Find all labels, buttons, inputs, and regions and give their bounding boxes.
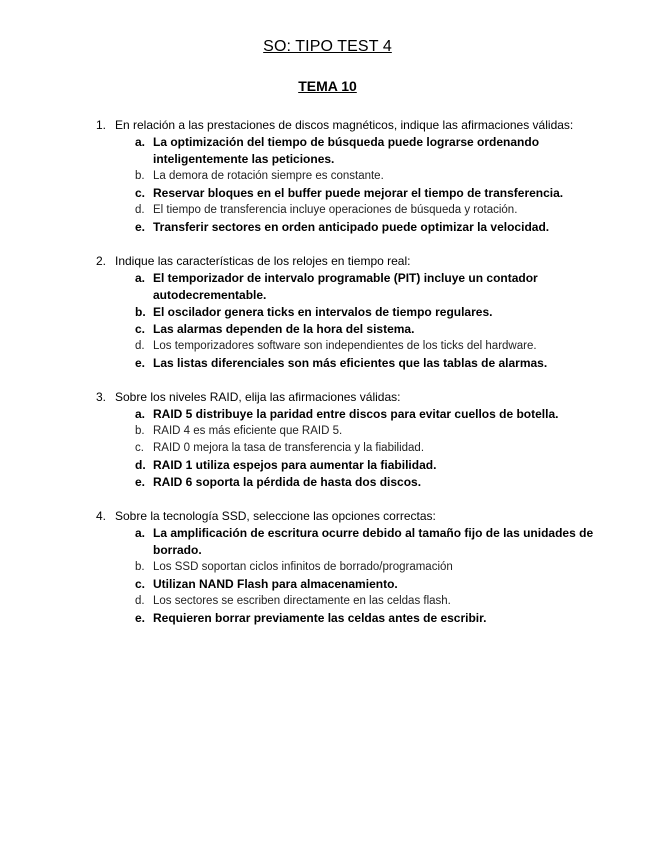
option-text: Las alarmas dependen de la hora del sistema. bbox=[153, 322, 415, 336]
option-text: RAID 1 utiliza espejos para aumentar la fiabilidad. bbox=[153, 458, 437, 472]
question-2 bbox=[96, 253, 596, 372]
question-text: Indique las características de los relojes en tiempo real: bbox=[115, 254, 411, 268]
option-letter: c. bbox=[135, 442, 144, 454]
question-number: 4. bbox=[96, 509, 107, 523]
question-4 bbox=[96, 508, 596, 627]
answer-option-b bbox=[96, 423, 596, 440]
option-letter: a. bbox=[135, 135, 146, 149]
option-letter: e. bbox=[135, 220, 146, 234]
option-text: Requieren borrar previamente las celdas antes de escribir. bbox=[153, 611, 487, 625]
option-letter: c. bbox=[135, 186, 146, 200]
option-letter: a. bbox=[135, 526, 146, 540]
option-text: El tiempo de transferencia incluye operaciones de búsqueda y rotación. bbox=[153, 204, 518, 216]
question-stem bbox=[96, 389, 596, 406]
option-text: El oscilador genera ticks en intervalos de tiempo regulares. bbox=[153, 305, 493, 319]
option-letter: b. bbox=[135, 305, 146, 319]
answer-option-d bbox=[96, 338, 596, 355]
option-text: La optimización del tiempo de búsqueda puede lograrse ordenando inteligentemente las peticiones. bbox=[153, 135, 540, 166]
question-stem bbox=[96, 117, 596, 134]
document-title: SO: TIPO TEST 4 bbox=[263, 38, 392, 55]
option-text: RAID 6 soporta la pérdida de hasta dos discos. bbox=[153, 475, 422, 489]
question-list bbox=[96, 117, 596, 644]
question-1 bbox=[96, 117, 596, 236]
option-text: RAID 4 es más eficiente que RAID 5. bbox=[153, 425, 343, 437]
option-letter: b. bbox=[135, 425, 145, 437]
option-text: Los SSD soportan ciclos infinitos de borrado/programación bbox=[153, 561, 453, 573]
answer-option-d bbox=[96, 593, 596, 610]
section-title: TEMA 10 bbox=[298, 78, 357, 94]
option-letter: c. bbox=[135, 322, 146, 336]
question-stem bbox=[96, 508, 596, 525]
option-text: Reservar bloques en el buffer puede mejorar el tiempo de transferencia. bbox=[153, 186, 564, 200]
answer-option-c bbox=[96, 185, 596, 202]
option-text: RAID 0 mejora la tasa de transferencia y la fiabilidad. bbox=[153, 442, 425, 454]
option-text: La demora de rotación siempre es constante. bbox=[153, 170, 384, 182]
answer-option-b bbox=[96, 168, 596, 185]
question-text: Sobre los niveles RAID, elija las afirmaciones válidas: bbox=[115, 390, 401, 404]
answer-option-e bbox=[96, 219, 596, 236]
option-letter: a. bbox=[135, 271, 146, 285]
option-list bbox=[96, 406, 596, 491]
answer-option-c bbox=[96, 576, 596, 593]
question-stem bbox=[96, 253, 596, 270]
answer-option-c bbox=[96, 321, 596, 338]
answer-option-d bbox=[96, 202, 596, 219]
option-text: Los temporizadores software son independientes de los ticks del hardware. bbox=[153, 340, 537, 352]
option-letter: d. bbox=[135, 458, 146, 472]
answer-option-a bbox=[96, 406, 596, 423]
answer-option-e bbox=[96, 355, 596, 372]
option-letter: d. bbox=[135, 595, 145, 607]
option-letter: c. bbox=[135, 577, 146, 591]
option-text: Las listas diferenciales son más eficientes que las tablas de alarmas. bbox=[153, 356, 548, 370]
option-letter: b. bbox=[135, 561, 145, 573]
answer-option-d bbox=[96, 457, 596, 474]
option-text: La amplificación de escritura ocurre debido al tamaño fijo de las unidades de borrado. bbox=[153, 526, 594, 557]
option-text: RAID 5 distribuye la paridad entre discos para evitar cuellos de botella. bbox=[153, 407, 559, 421]
question-number: 2. bbox=[96, 254, 107, 268]
option-list bbox=[96, 270, 596, 372]
option-letter: a. bbox=[135, 407, 146, 421]
answer-option-a bbox=[96, 270, 596, 304]
option-text: Los sectores se escriben directamente en las celdas flash. bbox=[153, 595, 451, 607]
option-letter: d. bbox=[135, 340, 145, 352]
option-letter: e. bbox=[135, 611, 146, 625]
question-number: 1. bbox=[96, 118, 107, 132]
option-text: Utilizan NAND Flash para almacenamiento. bbox=[153, 577, 398, 591]
option-letter: e. bbox=[135, 475, 146, 489]
question-3 bbox=[96, 389, 596, 491]
option-letter: d. bbox=[135, 204, 145, 216]
option-text: Transferir sectores en orden anticipado puede optimizar la velocidad. bbox=[153, 220, 550, 234]
question-text: Sobre la tecnología SSD, seleccione las opciones correctas: bbox=[115, 509, 436, 523]
option-letter: e. bbox=[135, 356, 146, 370]
answer-option-b bbox=[96, 304, 596, 321]
option-list bbox=[96, 134, 596, 236]
answer-option-b bbox=[96, 559, 596, 576]
answer-option-e bbox=[96, 610, 596, 627]
option-list bbox=[96, 525, 596, 627]
option-text: El temporizador de intervalo programable (PIT) incluye un contador autodecrementable. bbox=[153, 271, 538, 302]
question-text: En relación a las prestaciones de discos magnéticos, indique las afirmaciones válidas: bbox=[115, 118, 574, 132]
answer-option-a bbox=[96, 525, 596, 559]
option-letter: b. bbox=[135, 170, 145, 182]
answer-option-c bbox=[96, 440, 596, 457]
answer-option-e bbox=[96, 474, 596, 491]
question-number: 3. bbox=[96, 390, 107, 404]
answer-option-a bbox=[96, 134, 596, 168]
